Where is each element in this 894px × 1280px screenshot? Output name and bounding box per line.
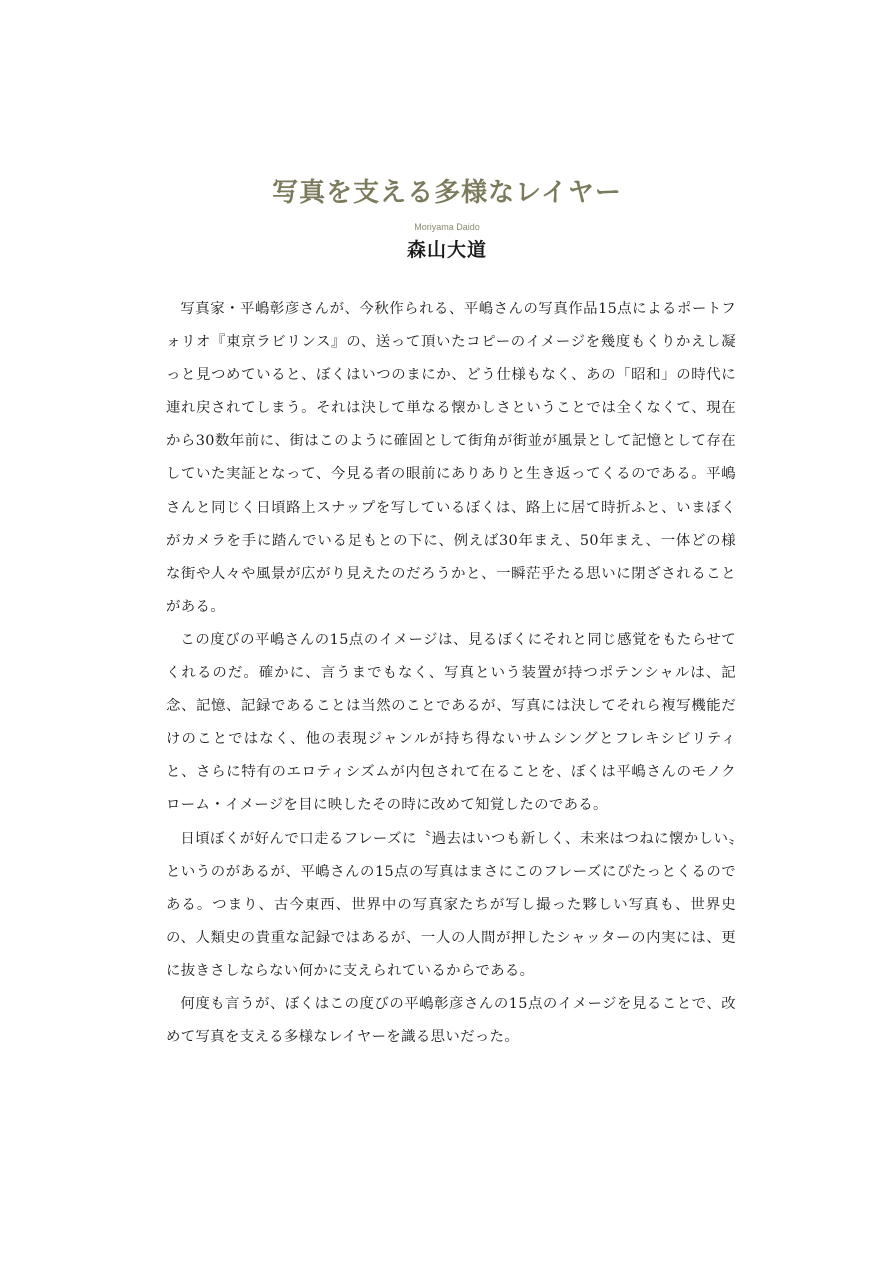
author-romaji: Moriyama Daido [414,222,480,232]
paragraph-1: 写真家・平嶋彰彦さんが、今秋作られる、平嶋さんの写真作品15点によるポートフォリオ『東京ラビリンス』の、送って頂いたコピーのイメージを幾度もくりかえし凝っと見つめていると、ぼくはいつのまにか、どう仕様もなく、あの「昭和」の時代に連れ戻されてしまう。それは決して単なる懐かしさということでは全くなくて、現在から30数年前に、街はこのように確固として街角が街並が風景として記憶として存在していた実証となって、今見る者の眼前にありありと生き返ってくるのである。平嶋さんと同じく日頃路上スナップを写しているぼくは、路上に居て時折ふと、いまぼくがカメラを手に踏んでいる足もとの下に、例えば30年まえ、50年まえ、一体どの様な街や人々や風景が広がり見えたのだろうかと、一瞬茫乎たる思いに閉ざされることがある。 [166,301,736,615]
article-title: 写真を支える多様なレイヤー [272,178,622,208]
paragraph-3: 日頃ぼくが好んで口走るフレーズに〝過去はいつも新しく、未来はつねに懐かしい〟というのがあるが、平嶋さんの15点の写真はまさにこのフレーズにぴたっとくるのである。つまり、古今東西、世界中の写真家たちが写し撮った夥しい写真も、世界史の、人類史の貴重な記録ではあるが、一人の人間が押したシャッターの内実には、更に抜きさしならない何かに支えられているからである。 [166,830,736,979]
paragraph-2: この度びの平嶋さんの15点のイメージは、見るぼくにそれと同じ感覚をもたらせてくれるのだ。確かに、言うまでもなく、写真という装置が持つポテンシャルは、記念、記憶、記録であることは当然のことであるが、写真には決してそれら複写機能だけのことではなく、他の表現ジャンルが持ち得ないサムシングとフレキシビリティと、さらに特有のエロティシズムが内包されて在ることを、ぼくは平嶋さんのモノクローム・イメージを目に映したその時に改めて知覚したのである。 [166,631,736,814]
paragraph-4: 何度も言うが、ぼくはこの度びの平嶋彰彦さんの15点のイメージを見ることで、改めて写真を支える多様なレイヤーを識る思いだった。 [166,995,736,1046]
article-body [166,293,736,1054]
author-name: 森山大道 [406,239,487,261]
